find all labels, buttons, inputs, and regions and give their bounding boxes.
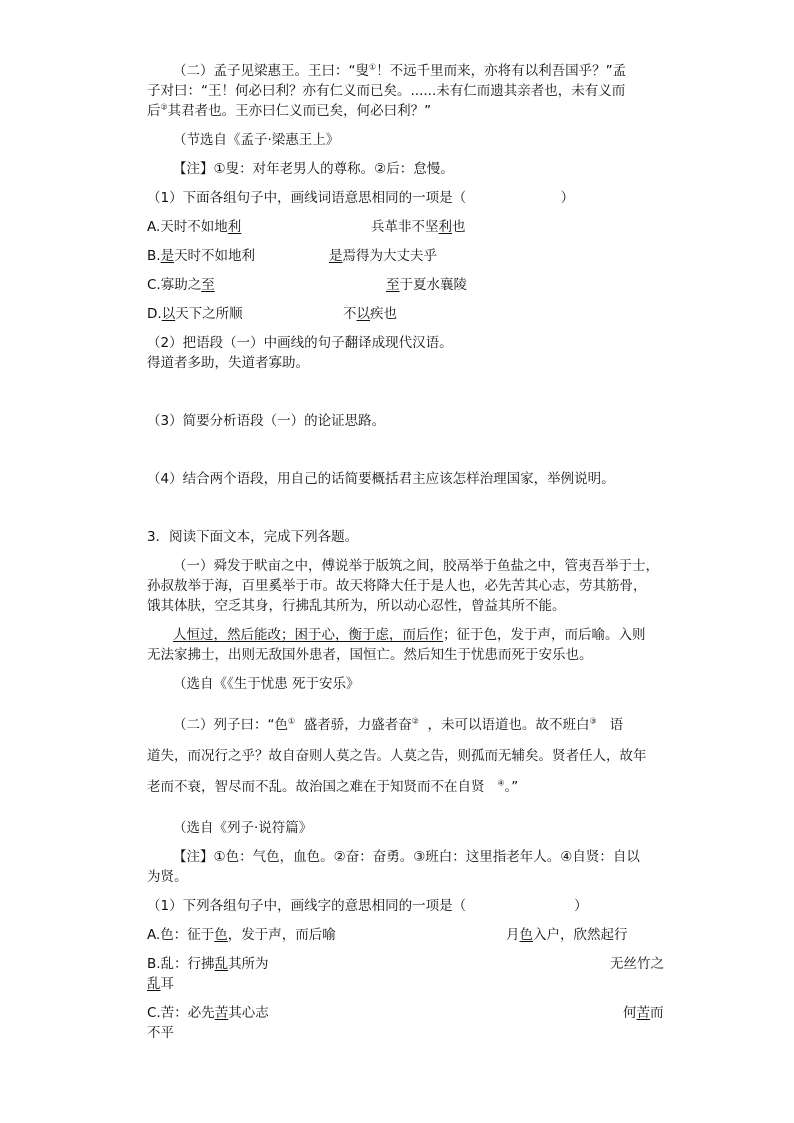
text-span: C.寡助之: [147, 277, 202, 293]
question-2: （2）把语段（一）中画线的句子翻译成现代汉语。: [147, 335, 453, 351]
text-line: [173, 625, 646, 645]
annotation: 为贤。: [147, 869, 188, 885]
text-span: 不: [343, 306, 357, 322]
question-4: （4）结合两个语段，用自己的话简要概括君主应该怎样治理国家，举例说明。: [147, 471, 615, 487]
option-b-right: 无丝竹之: [610, 956, 664, 972]
question-1: （1）下列各组句子中，画线字的意思相同的一项是（ ）: [147, 898, 588, 914]
text-span: ，发于声，而后喻: [227, 927, 336, 943]
question-2-sentence: 得道者多助，失道者寡助。: [147, 355, 309, 371]
underlined-word: 苦: [214, 1005, 229, 1021]
annotation: 【注】①叟：对年老男人的尊称。②后：怠慢。: [173, 161, 454, 177]
text-span: 天下之所顺: [175, 306, 243, 322]
option-d-right: [343, 304, 397, 324]
text-line: [147, 777, 518, 797]
text-line: （一）舜发于畎亩之中，傅说举于版筑之间，胶鬲举于鱼盐之中，管夷吾举于士，: [173, 558, 659, 574]
text-span: 语: [609, 717, 624, 733]
text-span: 也: [452, 219, 466, 235]
option-c-right: [623, 1003, 664, 1023]
text-span: （二）孟子见梁惠王。王曰：“叟: [173, 63, 369, 79]
text-span: 其所为: [228, 956, 269, 972]
underlined-word: 乱: [147, 976, 161, 992]
text-span: （二）列子曰：“色: [173, 717, 288, 733]
option-a-left: [147, 217, 241, 237]
text-line: 饿其体肤，空乏其身，行拂乱其所为，所以动心忍性，曾益其所不能。: [147, 598, 566, 614]
underlined-word: 至: [386, 277, 400, 293]
text-span: 疾也: [370, 306, 397, 322]
text-span: 其君者也。王亦曰仁义而已矣，何必曰利？”: [167, 103, 432, 119]
text-span: 其心志: [228, 1005, 269, 1021]
underlined-word: 以: [356, 306, 370, 322]
text-span: ；征于色，发于声，而后喻。入则: [443, 627, 646, 643]
text-span: C.苦：必先: [147, 1005, 215, 1021]
footnote-mark: ②: [411, 716, 419, 726]
question-1: （1）下面各组句子中，画线词语意思相同的一项是（ ）: [147, 190, 575, 206]
underlined-word: 乱: [214, 956, 229, 972]
text-line: [147, 101, 431, 121]
option-c-right: [386, 275, 467, 295]
text-span: 入户，欣然起行: [533, 927, 628, 943]
source-note: （选自《《生于忧患 死于安乐》: [173, 676, 360, 692]
option-b-right: [329, 246, 437, 266]
option-b-right-cont: [147, 974, 174, 994]
text-span: D.: [147, 306, 162, 322]
text-span: B.乱：行拂: [147, 956, 215, 972]
annotation: 【注】①色：气色，血色。②奋：奋勇。③班白：这里指老年人。④自贤：自以: [173, 849, 640, 865]
text-span: 于夏水襄陵: [399, 277, 467, 293]
underlined-word: 利: [227, 219, 242, 235]
text-span: A.色：征于: [147, 927, 215, 943]
underlined-word: 利: [438, 219, 452, 235]
text-span: 后: [147, 103, 161, 119]
option-b-left: [147, 954, 269, 974]
text-span: ！不远千里而来，亦将有以利吾国乎？”孟: [376, 63, 627, 79]
text-line: 道失，而况行之乎？故自奋则人莫之告。人莫之告，则孤而无辅矣。贤者任人，故年: [147, 748, 647, 764]
option-a-left: [147, 925, 336, 945]
option-a-right: [506, 925, 628, 945]
underlined-word: 至: [201, 277, 215, 293]
text-line: 无法家拂士，出则无敌国外患者，国恒亡。然后知生于忧患而死于安乐也。: [147, 647, 593, 663]
option-a-right: [371, 217, 466, 237]
text-span: 耳: [160, 976, 174, 992]
text-span: ，未可以语道也。故不班白: [427, 717, 590, 733]
option-b-left: [147, 246, 255, 266]
underlined-word: 是: [329, 248, 343, 264]
text-span: 何: [623, 1005, 637, 1021]
underlined-word: 以: [161, 306, 176, 322]
underlined-word: 苦: [636, 1005, 650, 1021]
text-span: 而: [650, 1005, 664, 1021]
text-line: 孙叔敖举于海，百里奚举于市。故天将降大任于是人也，必先苦其心志，劳其筋骨，: [147, 578, 647, 594]
text-span: 。”: [504, 779, 519, 795]
underlined-word: 色: [214, 927, 228, 943]
footnote-mark: ③: [589, 716, 597, 726]
text-line: [173, 61, 626, 81]
section-3-heading: 3．阅读下面文本，完成下列各题。: [147, 529, 359, 545]
option-d-left: [147, 304, 243, 324]
underlined-word: 色: [519, 927, 533, 943]
text-span: A.天时不如地: [147, 219, 228, 235]
text-span: 月: [506, 927, 520, 943]
source-note: （选自《列子·说符篇》: [173, 820, 313, 836]
text-span: 焉得为大丈夫乎: [342, 248, 437, 264]
option-c-right-cont: 不平: [147, 1025, 174, 1041]
text-span: 兵革非不坚: [371, 219, 439, 235]
text-line: 子对曰：“王！何必曰利？亦有仁义而已矣。......未有仁而遗其亲者也，未有义而: [147, 83, 626, 99]
footnote-mark: ①: [288, 716, 296, 726]
option-c-left: [147, 275, 215, 295]
footnote-mark: ④: [497, 778, 505, 788]
footnote-mark: ②: [160, 102, 168, 112]
question-3: （3）简要分析语段（一）的论证思路。: [147, 413, 386, 429]
option-c-left: [147, 1003, 269, 1023]
text-span: 老而不衰，智尽而不乱。故治国之难在于知贤而不在自贤: [147, 779, 485, 795]
text-span: 天时不如地利: [174, 248, 256, 264]
source-note: （节选自《孟子·梁惠王上》: [173, 132, 340, 148]
footnote-mark: ①: [369, 62, 377, 72]
underlined-word: 是: [160, 248, 175, 264]
text-span: 盛者骄，力盛者奋: [303, 717, 412, 733]
underlined-sentence: 人恒过，然后能改；困于心，衡于虑，而后作: [173, 627, 443, 643]
text-line: [173, 715, 623, 735]
text-span: B.: [147, 248, 161, 264]
